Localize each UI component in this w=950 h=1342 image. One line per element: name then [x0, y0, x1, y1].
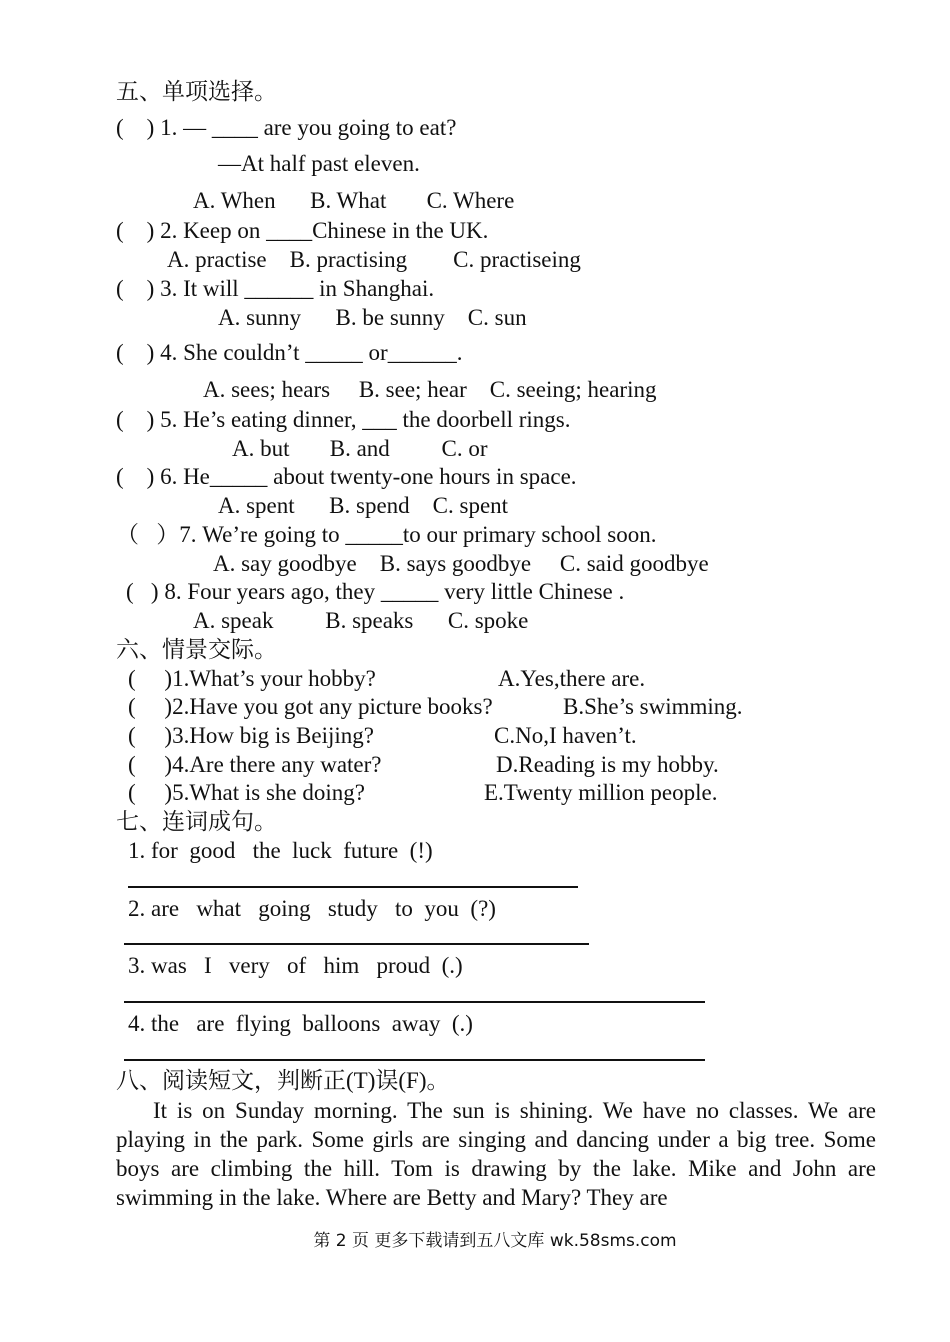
question-2-options: A. practise B. practising C. practiseing	[167, 247, 581, 272]
question-2: ( ) 2. Keep on ____Chinese in the UK.	[116, 218, 489, 243]
question-1: ( ) 1. — ____ are you going to eat?	[116, 115, 457, 140]
section7-title: 七、连词成句。	[116, 809, 277, 834]
question-7-options: A. say goodbye B. says goodbye C. said goodbye	[213, 551, 709, 576]
dialogue-answer: A.Yes,there are.	[498, 666, 646, 691]
question-6: ( ) 6. He_____ about twenty-one hours in space.	[116, 464, 577, 489]
question-6-options: A. spent B. spend C. spent	[218, 493, 509, 518]
dialogue-answer: C.No,I haven’t.	[494, 723, 637, 748]
dialogue-question: ( )1.What’s your hobby?	[128, 666, 376, 691]
word-order-item: 1. for good the luck future (!)	[128, 838, 433, 863]
question-5: ( ) 5. He’s eating dinner, ___ the doorbell rings.	[116, 407, 571, 432]
question-8: ( ) 8. Four years ago, they _____ very little Chinese .	[126, 579, 625, 604]
question-4-options: A. sees; hears B. see; hear C. seeing; hearing	[203, 377, 657, 402]
question-1-options: A. When B. What C. Where	[193, 188, 515, 213]
question-3-options: A. sunny B. be sunny C. sun	[218, 305, 527, 330]
answer-line	[124, 1059, 705, 1061]
question-4: ( ) 4. She couldn’t _____ or______.	[116, 340, 463, 365]
question-7: （ ）7. We’re going to _____to our primary school soon.	[116, 522, 657, 547]
reading-passage: It is on Sunday morning. The sun is shining. We have no classes. We are playing in the park. Some girls are singing and dancing under a big tree. Some boys are climbing the hill. Tom is drawing by the lake. Mike and John are swimming in the lake. Where are Betty and Mary? They are	[116, 1098, 876, 1210]
page-footer: 第 2 页 更多下载请到五八文库 wk.58sms.com	[313, 1231, 677, 1251]
dialogue-answer: B.She’s swimming.	[563, 694, 743, 719]
section6-title: 六、情景交际。	[116, 637, 277, 662]
dialogue-answer: E.Twenty million people.	[484, 780, 718, 805]
word-order-item: 3. was I very of him proud (.)	[128, 953, 463, 978]
answer-line	[124, 943, 589, 945]
section5-title: 五、单项选择。	[116, 79, 277, 104]
question-8-options: A. speak B. speaks C. spoke	[193, 608, 529, 633]
answer-line	[124, 1001, 705, 1003]
answer-line	[128, 886, 578, 888]
dialogue-question: ( )2.Have you got any picture books?	[128, 694, 493, 719]
word-order-item: 2. are what going study to you (?)	[128, 896, 496, 921]
question-1-reply: —At half past eleven.	[218, 151, 420, 176]
dialogue-question: ( )4.Are there any water?	[128, 752, 382, 777]
question-5-options: A. but B. and C. or	[232, 436, 488, 461]
word-order-item: 4. the are flying balloons away (.)	[128, 1011, 473, 1036]
dialogue-question: ( )5.What is she doing?	[128, 780, 365, 805]
dialogue-question: ( )3.How big is Beijing?	[128, 723, 374, 748]
section8-title: 八、阅读短文，判断正(T)误(F)。	[116, 1068, 450, 1093]
dialogue-answer: D.Reading is my hobby.	[496, 752, 719, 777]
question-3: ( ) 3. It will ______ in Shanghai.	[116, 276, 435, 301]
